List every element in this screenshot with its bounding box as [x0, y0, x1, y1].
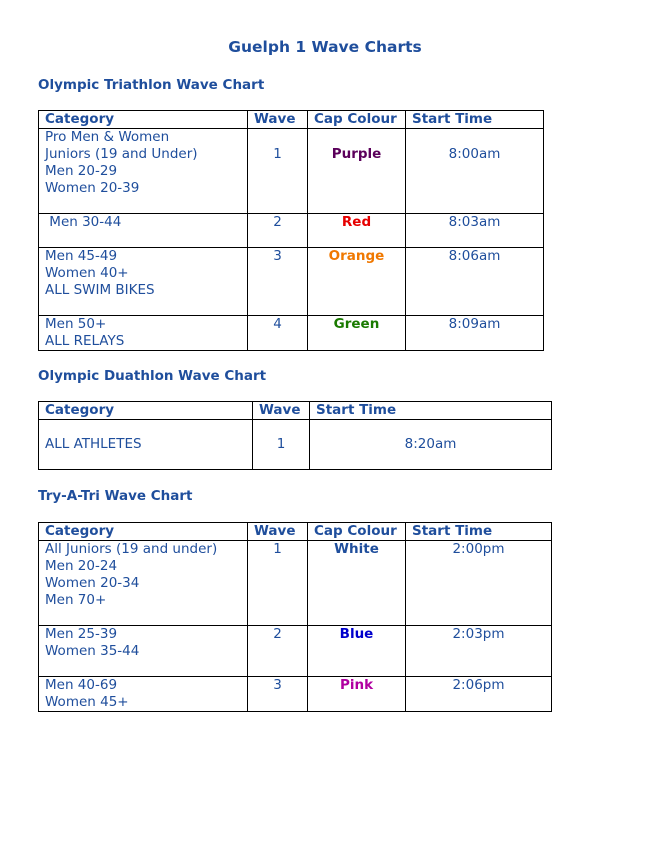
wave-cell: 2: [248, 214, 308, 248]
table-row: [39, 214, 544, 248]
cap-colour-cell: Red: [308, 214, 406, 248]
olympic-triathlon-heading: Olympic Triathlon Wave Chart: [38, 77, 265, 93]
category-line: Men 20-29: [45, 163, 118, 179]
page-title: Guelph 1 Wave Charts: [228, 38, 422, 56]
table-row: [39, 248, 544, 316]
wave-cell: 1: [253, 420, 310, 470]
olympic-duathlon-heading: Olympic Duathlon Wave Chart: [38, 368, 267, 384]
category-line: Men 50+: [45, 316, 107, 332]
header-cap-colour: Cap Colour: [308, 111, 406, 129]
start-time-cell: 2:00pm: [406, 541, 552, 626]
category-line: ALL ATHLETES: [45, 436, 142, 452]
category-line: Men 30-44: [45, 214, 122, 230]
olympic-triathlon-table: [38, 110, 544, 351]
category-line: All Juniors (19 and under): [45, 541, 218, 557]
category-cell: [39, 129, 248, 214]
table-row: [39, 677, 552, 712]
start-time-cell: 8:06am: [406, 248, 544, 316]
wave-cell: 2: [248, 626, 308, 677]
header-start-time: Start Time: [406, 111, 544, 129]
table-row: [39, 316, 544, 351]
cap-colour-cell: Blue: [308, 626, 406, 677]
header-cap-colour: Cap Colour: [308, 523, 406, 541]
header-wave: Wave: [248, 111, 308, 129]
start-time-cell: 8:00am: [406, 129, 544, 214]
cap-colour-cell: Purple: [308, 129, 406, 214]
category-line: Men 20-24: [45, 558, 118, 574]
header-wave: Wave: [253, 402, 310, 420]
category-cell: [39, 420, 253, 470]
category-cell: [39, 626, 248, 677]
category-cell: [39, 541, 248, 626]
try-a-tri-heading: Try-A-Tri Wave Chart: [38, 488, 193, 504]
category-line: Women 20-39: [45, 180, 140, 196]
cap-colour-cell: Orange: [308, 248, 406, 316]
header-start-time: Start Time: [406, 523, 552, 541]
category-line: Pro Men & Women: [45, 129, 170, 145]
category-line: Men 70+: [45, 592, 107, 608]
wave-cell: 1: [248, 129, 308, 214]
table-row: [39, 129, 544, 214]
olympic-duathlon-table: [38, 401, 552, 470]
table-row: [39, 541, 552, 626]
cap-colour-cell: White: [308, 541, 406, 626]
category-line: ALL SWIM BIKES: [45, 282, 155, 298]
category-line: Women 35-44: [45, 643, 140, 659]
category-line: Women 45+: [45, 694, 129, 710]
table-row: [39, 420, 552, 470]
header-category: Category: [39, 111, 248, 129]
table-header-row: [39, 523, 552, 541]
category-cell: [39, 214, 248, 248]
cap-colour-cell: Green: [308, 316, 406, 351]
category-cell: [39, 677, 248, 712]
category-cell: [39, 248, 248, 316]
category-cell: [39, 316, 248, 351]
wave-cell: 3: [248, 677, 308, 712]
header-start-time: Start Time: [310, 402, 552, 420]
category-line: Men 25-39: [45, 626, 118, 642]
category-line: Women 20-34: [45, 575, 140, 591]
category-line: Men 40-69: [45, 677, 118, 693]
start-time-cell: 8:20am: [310, 420, 552, 470]
wave-cell: 3: [248, 248, 308, 316]
table-header-row: [39, 402, 552, 420]
start-time-cell: 2:03pm: [406, 626, 552, 677]
category-line: Juniors (19 and Under): [45, 146, 198, 162]
category-line: Women 40+: [45, 265, 129, 281]
start-time-cell: 8:09am: [406, 316, 544, 351]
cap-colour-cell: Pink: [308, 677, 406, 712]
table-row: [39, 626, 552, 677]
wave-cell: 1: [248, 541, 308, 626]
table-header-row: [39, 111, 544, 129]
header-category: Category: [39, 523, 248, 541]
start-time-cell: 8:03am: [406, 214, 544, 248]
start-time-cell: 2:06pm: [406, 677, 552, 712]
header-wave: Wave: [248, 523, 308, 541]
try-a-tri-table: [38, 522, 552, 712]
wave-cell: 4: [248, 316, 308, 351]
category-line: ALL RELAYS: [45, 333, 125, 349]
header-category: Category: [39, 402, 253, 420]
category-line: Men 45-49: [45, 248, 118, 264]
